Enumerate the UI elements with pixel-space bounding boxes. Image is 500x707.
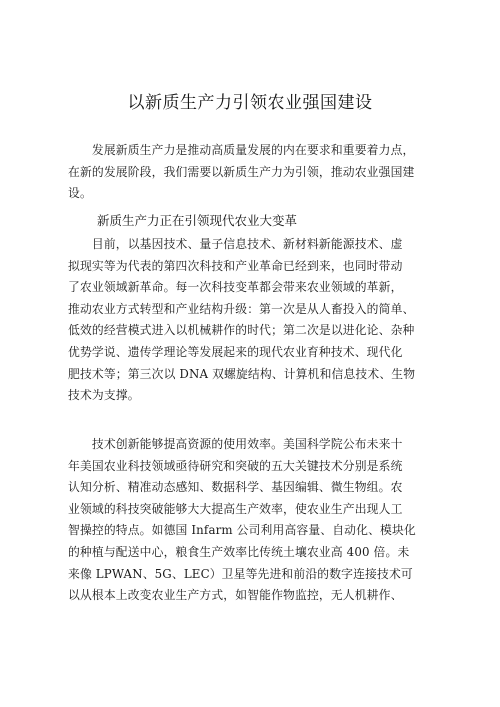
paragraph-line: 发展新质生产力是推动高质量发展的内在要求和重要着力点， <box>68 143 415 157</box>
paragraph-intro <box>68 140 438 205</box>
paragraph-line: 认知分析、精准动态感知、数据科学、基因编辑、微生物组。农 <box>68 480 403 495</box>
paragraph-line: 在新的发展阶段，我们需要以新质生产力为引领，推动农业强国建 <box>68 164 415 179</box>
paragraph-line: 设。 <box>68 186 92 201</box>
section-heading: 新质生产力正在引领现代农业大变革 <box>97 213 298 228</box>
paragraph-line: 优势学说、遗传学理论等发展起来的现代农业育种技术、现代化 <box>68 344 403 359</box>
paragraph-line: 拟现实等为代表的第四次科技和产业革命已经到来，也同时带动 <box>68 258 403 273</box>
paragraph-line: 年美国农业科技领域亟待研究和突破的五大关键技术分别是系统 <box>68 458 403 473</box>
paragraph-line: 肥技术等；第三次以 DNA 双螺旋结构、计算机和信息技术、生物 <box>68 366 416 381</box>
paragraph-line: 技术创新能够提高资源的使用效率。美国科学院公布未来十 <box>68 437 403 451</box>
paragraph-line: 低效的经营模式进入以机械耕作的时代；第二次是以进化论、杂种 <box>68 323 415 338</box>
paragraph-line: 的种植与配送中心，粮食生产效率比传统土壤农业高 400 倍。未 <box>68 544 410 559</box>
paragraph-line: 智操控的特点。如德国 Infarm 公司利用高容量、自动化、模块化 <box>68 523 416 538</box>
paragraph-tech-innovation <box>68 434 438 607</box>
paragraph-line: 目前，以基因技术、量子信息技术、新材料新能源技术、虚 <box>68 237 403 251</box>
paragraph-line: 业领域的科技突破能够大大提高生产效率，使农业生产出现人工 <box>68 501 403 516</box>
paragraph-line: 以从根本上改变农业生产方式，如智能作物监控，无人机耕作、 <box>68 588 403 603</box>
paragraph-line: 推动农业方式转型和产业结构升级：第一次是从人畜投入的简单、 <box>68 301 415 316</box>
document-title: 以新质生产力引领农业强国建设 <box>127 93 373 113</box>
paragraph-tech-revolution <box>68 234 438 407</box>
paragraph-line: 了农业领域新革命。每一次科技变革都会带来农业领域的革新， <box>68 280 403 295</box>
paragraph-line: 来像 LPWAN、5G、LEC）卫星等先进和前沿的数字连接技术可 <box>68 566 413 581</box>
paragraph-line: 技术为支撑。 <box>68 388 140 403</box>
